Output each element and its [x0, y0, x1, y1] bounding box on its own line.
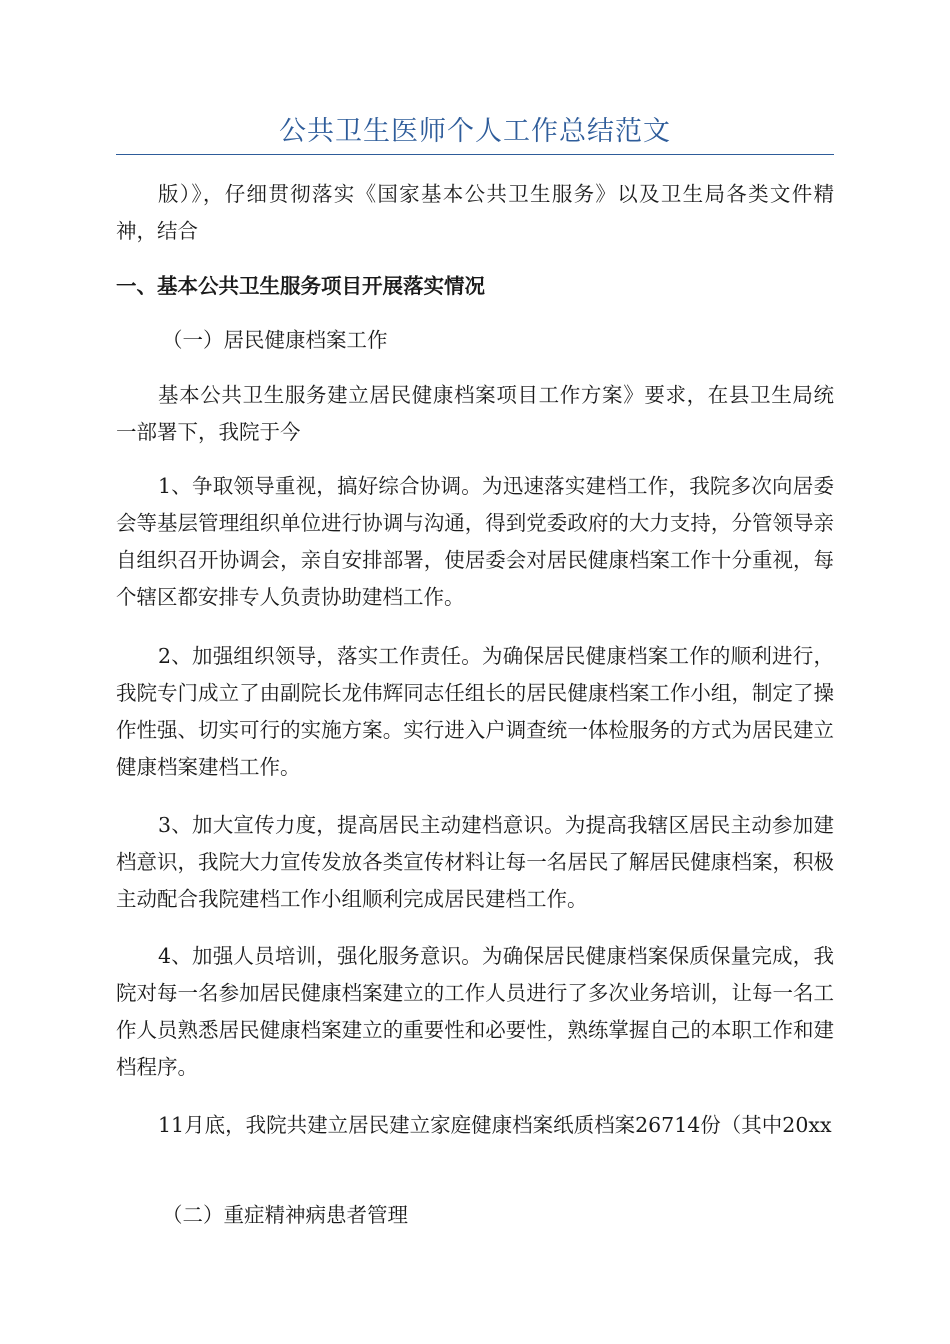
- subsection-heading-2: （二）重症精神病患者管理: [162, 1203, 408, 1227]
- paragraph-archive-count: 11月底，我院共建立居民建立家庭健康档案纸质档案26714份（其中20xx: [158, 1113, 832, 1137]
- paragraph-item-3: 3、加大宣传力度，提高居民主动建档意识。为提高我辖区居民主动参加建档意识，我院大力宣传发放各类宣传材料让每一名居民了解居民健康档案，积极主动配合我院建档工作小组顺利完成居民建档工作。: [116, 813, 834, 911]
- paragraph-item-4: 4、加强人员培训，强化服务意识。为确保居民健康档案保质保量完成，我院对每一名参加居民健康档案建立的工作人员进行了多次业务培训，让每一名工作人员熟悉居民健康档案建立的重要性和必要性，熟练掌握自己的本职工作和建档程序。: [116, 944, 834, 1079]
- paragraph-item-1: 1、争取领导重视，搞好综合协调。为迅速落实建档工作，我院多次向居委会等基层管理组织单位进行协调与沟通，得到党委政府的大力支持，分管领导亲自组织召开协调会，亲自安排部署，使居委会对居民健康档案工作十分重视，每个辖区都安排专人负责协助建档工作。: [116, 474, 834, 609]
- paragraph-intro: 版）》，仔细贯彻落实《国家基本公共卫生服务》以及卫生局各类文件精神，结合: [116, 182, 834, 243]
- paragraph-archive-plan: 基本公共卫生服务建立居民健康档案项目工作方案》要求，在县卫生局统一部署下，我院于今: [116, 383, 834, 444]
- document-title: 公共卫生医师个人工作总结范文: [279, 116, 671, 147]
- paragraph-item-2: 2、加强组织领导，落实工作责任。为确保居民健康档案工作的顺利进行，我院专门成立了由副院长龙伟辉同志任组长的居民健康档案工作小组，制定了操作性强、切实可行的实施方案。实行进入户调查统一体检服务的方式为居民建立健康档案建档工作。: [116, 644, 834, 779]
- section-heading-1: 一、基本公共卫生服务项目开展落实情况: [116, 274, 485, 298]
- title-underline: [116, 154, 834, 155]
- subsection-heading-1: （一）居民健康档案工作: [162, 328, 388, 352]
